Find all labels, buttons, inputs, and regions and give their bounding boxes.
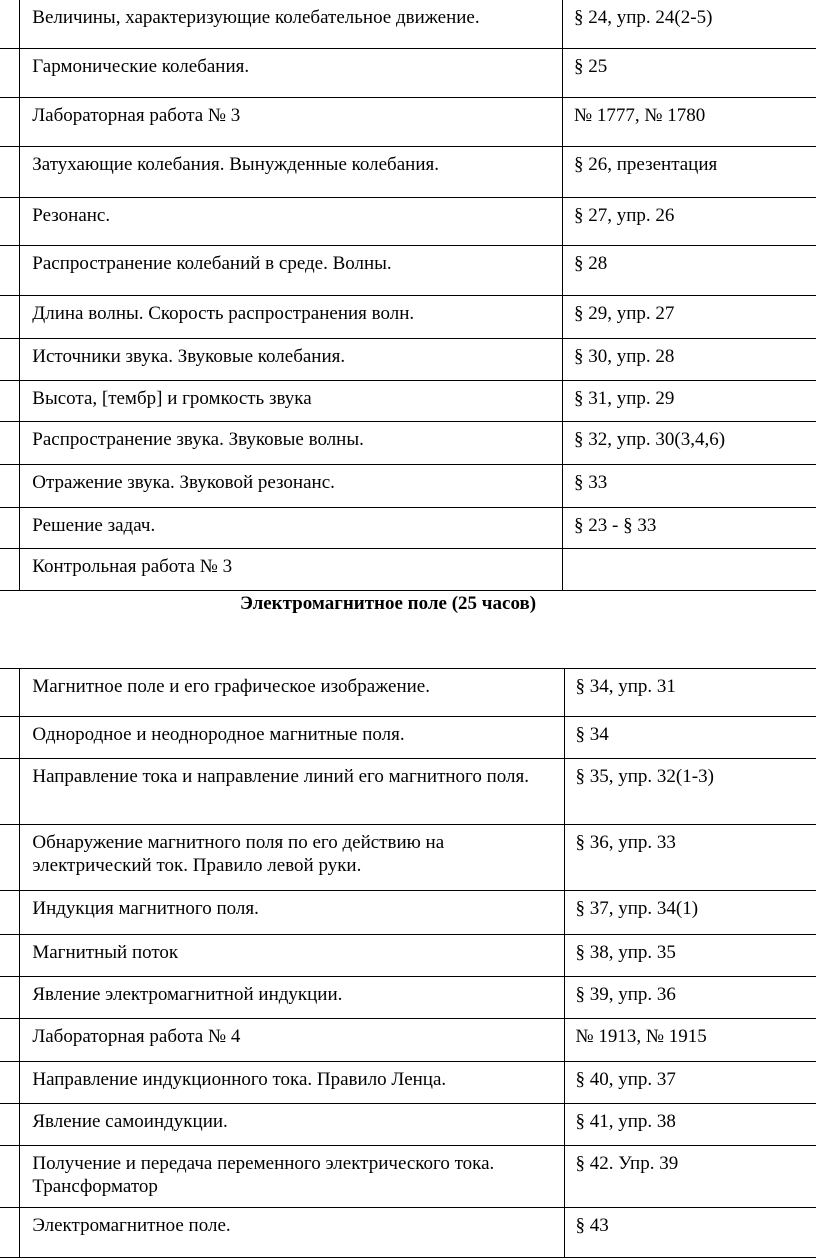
- lesson-topic: Лабораторная работа № 3: [20, 98, 563, 147]
- table-row: [0, 977, 816, 1019]
- lesson-topic: Явление электромагнитной индукции.: [20, 977, 564, 1019]
- lesson-topic: Решение задач.: [20, 508, 563, 549]
- lesson-topic: Магнитный поток: [20, 935, 564, 977]
- table-row: [0, 0, 816, 49]
- homework: § 35, упр. 32(1-3): [564, 759, 816, 825]
- homework: § 38, упр. 35: [564, 935, 816, 977]
- section-heading: Электромагнитное поле (25 часов): [239, 593, 537, 614]
- homework: § 43: [564, 1208, 816, 1258]
- homework: § 23 - § 33: [563, 508, 816, 549]
- row-number: [0, 825, 20, 891]
- row-number: [0, 296, 20, 339]
- table-row: [0, 339, 816, 381]
- row-number: [0, 465, 20, 508]
- lesson-topic: Гармонические колебания.: [20, 49, 563, 98]
- lesson-topic: Контрольная работа № 3: [20, 549, 563, 591]
- homework: § 28: [563, 246, 816, 296]
- row-number: [0, 1146, 20, 1208]
- table-row: [0, 825, 816, 891]
- lesson-topic: Направление индукционного тока. Правило Ленца.: [20, 1062, 564, 1104]
- table-row: [0, 198, 816, 246]
- row-number: [0, 1019, 20, 1062]
- homework: § 26, презентация: [563, 147, 816, 198]
- homework: § 36, упр. 33: [564, 825, 816, 891]
- table-row: [0, 381, 816, 422]
- table-row: [0, 759, 816, 825]
- lesson-topic: Направление тока и направление линий его магнитного поля.: [20, 759, 564, 825]
- homework: § 42. Упр. 39: [564, 1146, 816, 1208]
- row-number: [0, 0, 20, 49]
- lesson-topic: Источники звука. Звуковые колебания.: [20, 339, 563, 381]
- homework: § 29, упр. 27: [563, 296, 816, 339]
- table-row: [0, 669, 816, 717]
- table-row: [0, 422, 816, 465]
- table-row: [0, 1104, 816, 1146]
- lesson-table-oscillations: [0, 0, 816, 591]
- homework: § 34, упр. 31: [564, 669, 816, 717]
- row-number: [0, 49, 20, 98]
- lesson-topic: Длина волны. Скорость распространения волн.: [20, 296, 563, 339]
- row-number: [0, 1062, 20, 1104]
- homework: № 1777, № 1780: [563, 98, 816, 147]
- lesson-topic: Величины, характеризующие колебательное движение.: [20, 0, 563, 49]
- homework: [563, 549, 816, 591]
- row-number: [0, 1104, 20, 1146]
- table-row: [0, 296, 816, 339]
- row-number: [0, 759, 20, 825]
- homework: § 40, упр. 37: [564, 1062, 816, 1104]
- row-number: [0, 935, 20, 977]
- table-row: [0, 549, 816, 591]
- lesson-topic: Высота, [тембр] и громкость звука: [20, 381, 563, 422]
- table-row: [0, 246, 816, 296]
- table-row: [0, 508, 816, 549]
- lesson-topic: Распространение колебаний в среде. Волны.: [20, 246, 563, 296]
- table-row: [0, 891, 816, 935]
- lesson-topic: Отражение звука. Звуковой резонанс.: [20, 465, 563, 508]
- row-number: [0, 198, 20, 246]
- lesson-topic: Получение и передача переменного электрического тока. Трансформатор: [20, 1146, 564, 1208]
- homework: § 30, упр. 28: [563, 339, 816, 381]
- lesson-topic: Резонанс.: [20, 198, 563, 246]
- homework: § 34: [564, 717, 816, 759]
- row-number: [0, 147, 20, 198]
- row-number: [0, 717, 20, 759]
- table-row: [0, 1208, 816, 1258]
- homework: № 1913, № 1915: [564, 1019, 816, 1062]
- lesson-topic: Распространение звука. Звуковые волны.: [20, 422, 563, 465]
- lesson-topic: Явление самоиндукции.: [20, 1104, 564, 1146]
- row-number: [0, 669, 20, 717]
- homework: § 31, упр. 29: [563, 381, 816, 422]
- lesson-topic: Индукция магнитного поля.: [20, 891, 564, 935]
- table-row: [0, 465, 816, 508]
- row-number: [0, 508, 20, 549]
- row-number: [0, 422, 20, 465]
- row-number: [0, 1208, 20, 1258]
- homework: § 25: [563, 49, 816, 98]
- homework: § 32, упр. 30(3,4,6): [563, 422, 816, 465]
- lesson-topic: Электромагнитное поле.: [20, 1208, 564, 1258]
- lesson-topic: Обнаружение магнитного поля по его действию на электрический ток. Правило левой руки.: [20, 825, 564, 891]
- row-number: [0, 246, 20, 296]
- lesson-topic: Лабораторная работа № 4: [20, 1019, 564, 1062]
- lesson-topic: Однородное и неоднородное магнитные поля.: [20, 717, 564, 759]
- homework: § 27, упр. 26: [563, 198, 816, 246]
- row-number: [0, 977, 20, 1019]
- row-number: [0, 339, 20, 381]
- row-number: [0, 98, 20, 147]
- table-row: [0, 1146, 816, 1208]
- table-row: [0, 717, 816, 759]
- table-row: [0, 1062, 816, 1104]
- lesson-table-electromagnetic: [0, 668, 816, 1258]
- row-number: [0, 549, 20, 591]
- row-number: [0, 381, 20, 422]
- lesson-topic: Магнитное поле и его графическое изображение.: [20, 669, 564, 717]
- table-row: [0, 49, 816, 98]
- table-row: [0, 935, 816, 977]
- table-row: [0, 147, 816, 198]
- row-number: [0, 891, 20, 935]
- homework: § 39, упр. 36: [564, 977, 816, 1019]
- lesson-topic: Затухающие колебания. Вынужденные колебания.: [20, 147, 563, 198]
- table-row: [0, 98, 816, 147]
- homework: § 33: [563, 465, 816, 508]
- table-row: [0, 1019, 816, 1062]
- homework: § 41, упр. 38: [564, 1104, 816, 1146]
- homework: § 37, упр. 34(1): [564, 891, 816, 935]
- homework: § 24, упр. 24(2-5): [563, 0, 816, 49]
